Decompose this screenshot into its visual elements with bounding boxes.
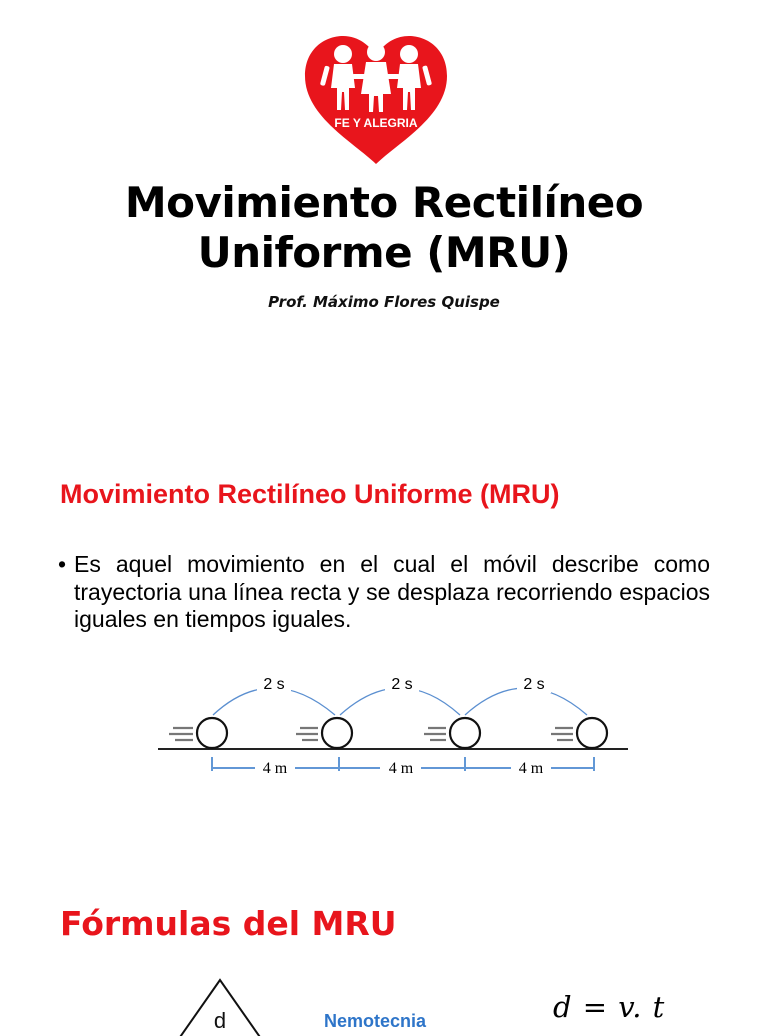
bullet-mark: • xyxy=(58,551,67,577)
nemotecnia-label: Nemotecnia xyxy=(324,1011,427,1031)
formula-triangle xyxy=(170,976,270,1036)
section-heading: Movimiento Rectilíneo Uniforme (MRU) xyxy=(60,479,560,509)
time-label: 2 s xyxy=(391,676,413,693)
definition-bullet xyxy=(58,551,710,634)
logo-text: FE Y ALEGRIA xyxy=(334,116,418,130)
mru-equation: d = v. t xyxy=(553,990,666,1024)
bullet-text: Es aquel movimiento en el cual el móvil describe como trayectoria una línea recta y se desplaza recorriendo espacios iguales en tiempos iguales. xyxy=(74,551,710,632)
author-name: Prof. Máximo Flores Quispe xyxy=(268,293,500,311)
title-line-1: Movimiento Rectilíneo xyxy=(124,178,644,227)
page-title xyxy=(0,178,768,278)
time-label: 2 s xyxy=(263,676,285,693)
formulas-heading: Fórmulas del MRU xyxy=(60,904,397,943)
mru-motion-diagram xyxy=(155,665,635,780)
ball xyxy=(197,718,227,748)
triangle-top-label: d xyxy=(213,1008,227,1033)
ball xyxy=(322,718,352,748)
ball xyxy=(577,718,607,748)
ball xyxy=(450,718,480,748)
distance-label: 4 m xyxy=(262,760,288,777)
distance-label: 4 m xyxy=(388,760,414,777)
time-label: 2 s xyxy=(523,676,545,693)
distance-label: 4 m xyxy=(518,760,544,777)
title-line-2: Uniforme (MRU) xyxy=(197,228,571,277)
fe-y-alegria-logo xyxy=(303,34,449,166)
